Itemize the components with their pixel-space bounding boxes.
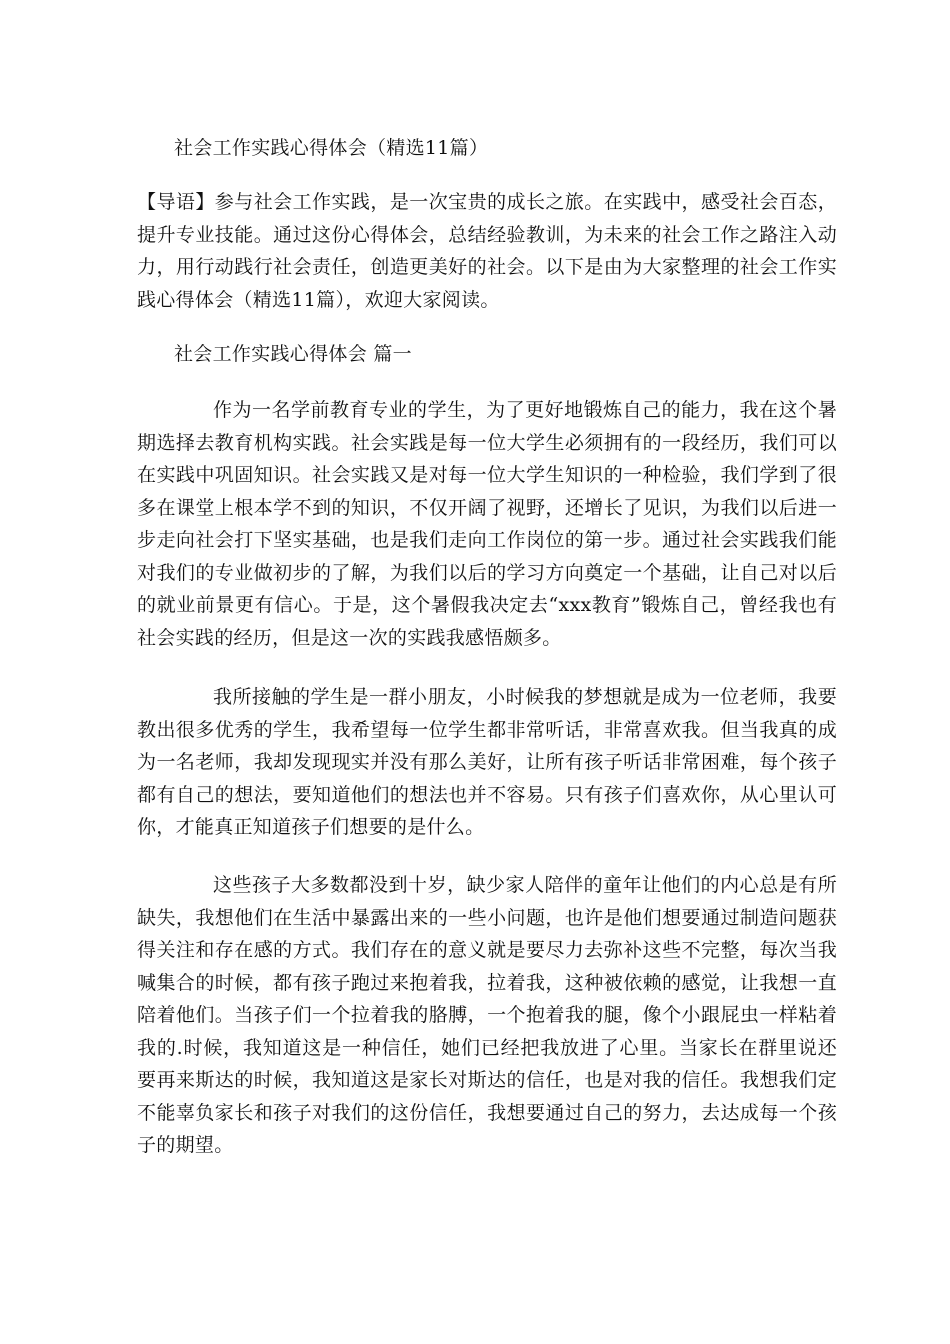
body-paragraph-3: 这些孩子大多数都没到十岁，缺少家人陪伴的童年让他们的内心总是有所缺失，我想他们在生活中暴露出来的一些小问题，也许是他们想要通过制造问题获得关注和存在感的方式。我们存在的意义就是要尽力去弥补这些不完整，每次当我喊集合的时候，都有孩子跑过来抱着我，拉着我，这种被依赖的感觉，让我想一直陪着他们。当孩子们一个拉着我的胳膊，一个抱着我的腿，像个小跟屁虫一样粘着我的.时候，我知道这是一种信任，她们已经把我放进了心里。当家长在群里说还要再来斯达的时候，我知道这是家长对斯达的信任，也是对我的信任。我想我们定不能辜负家长和孩子对我们的这份信任，我想要通过自己的努力，去达成每一个孩子的期望。 <box>137 874 837 1156</box>
body-paragraph-2: 我所接触的学生是一群小朋友，小时候我的梦想就是成为一位老师，我要教出很多优秀的学生，我希望每一位学生都非常听话，非常喜欢我。但当我真的成为一名老师，我却发现现实并没有那么美好，让所有孩子听话非常困难，每个孩子都有自己的想法，要知道他们的想法也并不容易。只有孩子们喜欢你，从心里认可你，才能真正知道孩子们想要的是什么。 <box>137 686 837 838</box>
intro-paragraph: 【导语】参与社会工作实践，是一次宝贵的成长之旅。在实践中，感受社会百态，提升专业技能。通过这份心得体会，总结经验教训，为未来的社会工作之路注入动力，用行动践行社会责任，创造更美好的社会。以下是由为大家整理的社会工作实践心得体会（精选11篇），欢迎大家阅读。 <box>137 191 837 311</box>
document-title: 社会工作实践心得体会（精选11篇） <box>174 137 489 159</box>
section-heading: 社会工作实践心得体会 篇一 <box>174 343 412 365</box>
body-paragraph-1: 作为一名学前教育专业的学生，为了更好地锻炼自己的能力，我在这个暑期选择去教育机构实践。社会实践是每一位大学生必须拥有的一段经历，我们可以在实践中巩固知识。社会实践又是对每一位大学生知识的一种检验，我们学到了很多在课堂上根本学不到的知识，不仅开阔了视野，还增长了见识，为我们以后进一步走向社会打下坚实基础，也是我们走向工作岗位的第一步。通过社会实践我们能对我们的专业做初步的了解，为我们以后的学习方向奠定一个基础，让自己对以后的就业前景更有信心。于是，这个暑假我决定去“xxx教育”锻炼自己，曾经我也有社会实践的经历，但是这一次的实践我感悟颇多。 <box>137 399 837 649</box>
